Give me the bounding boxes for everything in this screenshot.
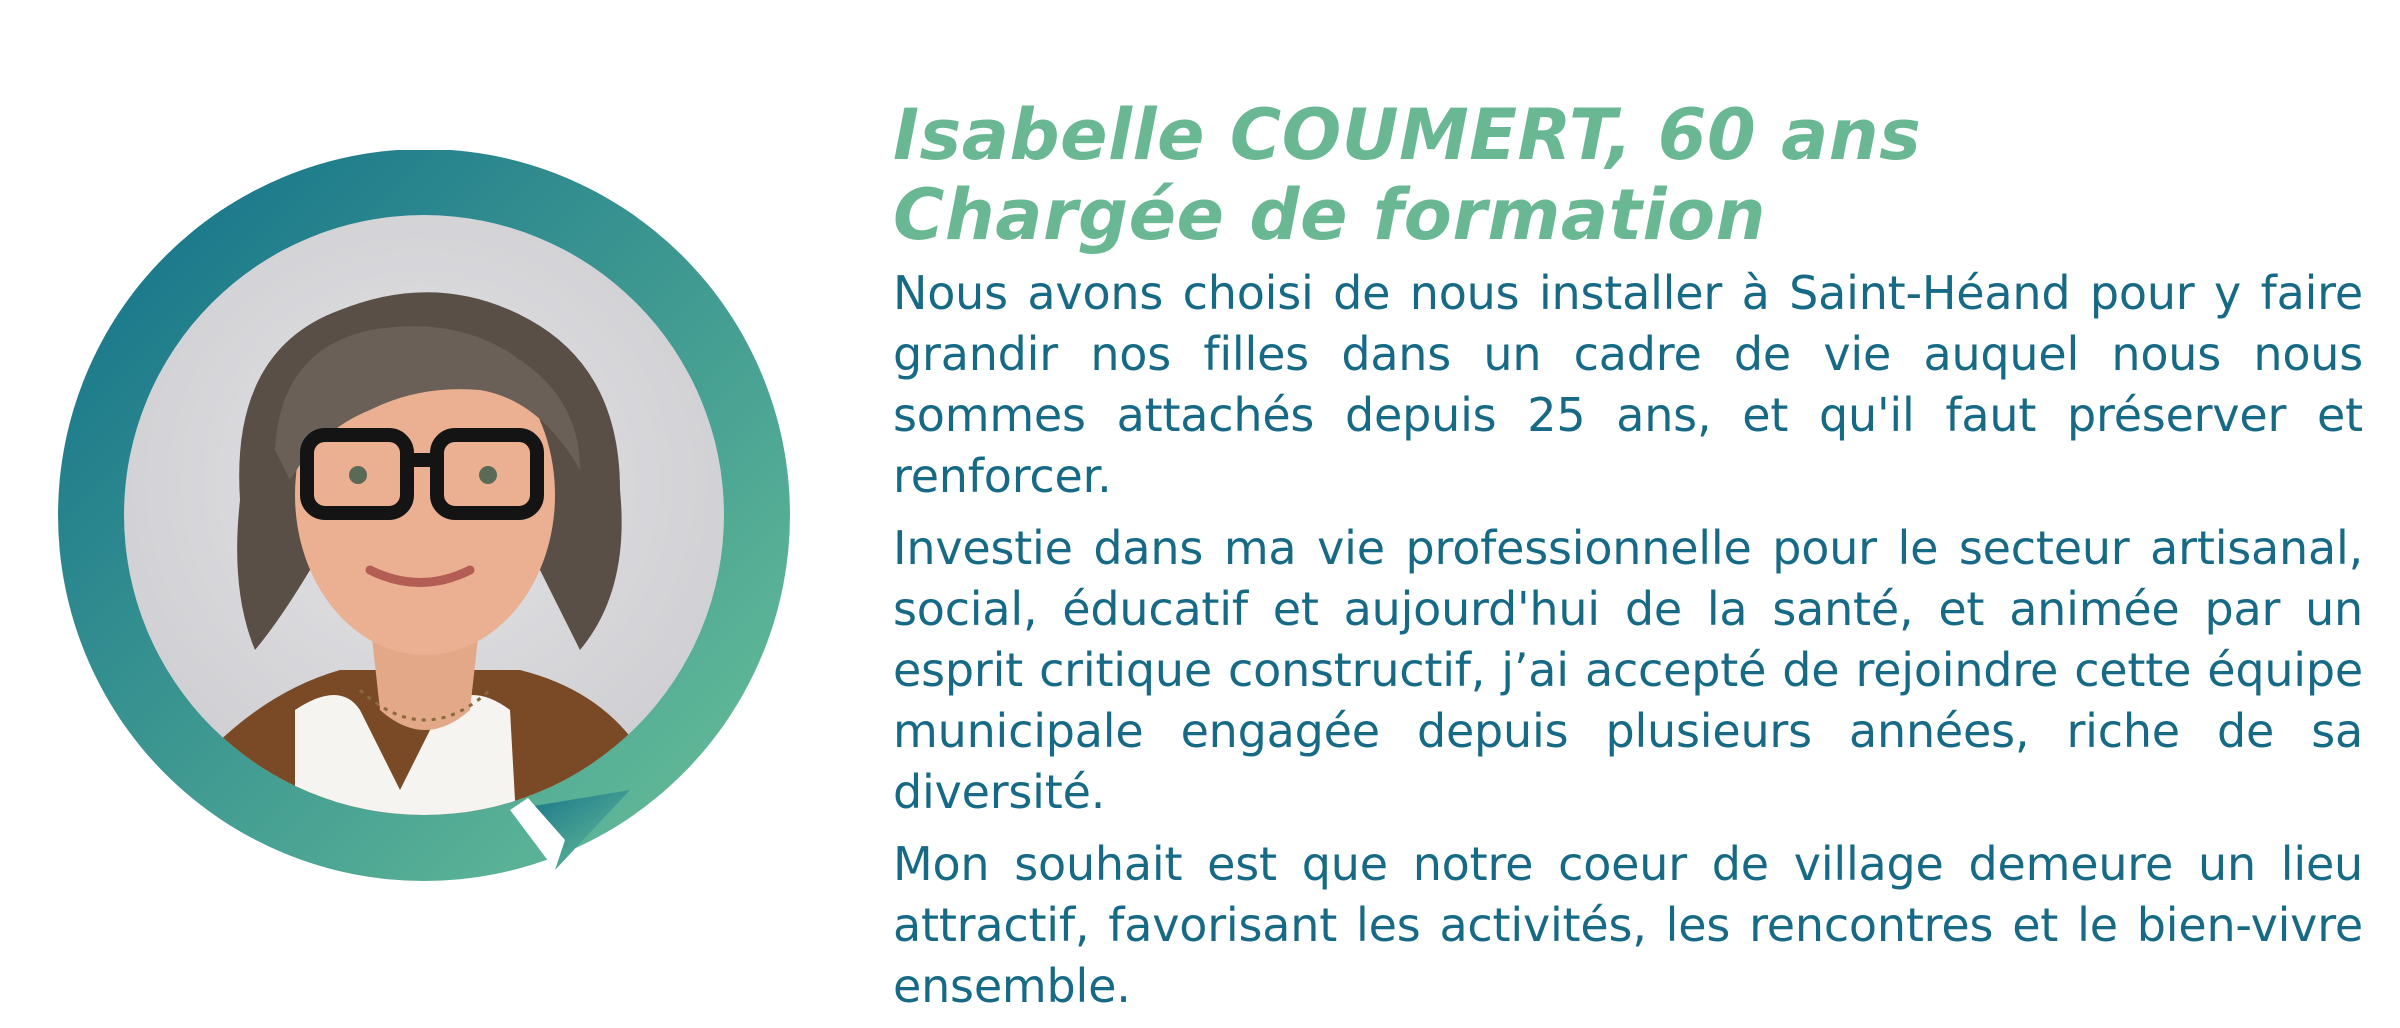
paragraph-2: Investie dans ma vie professionnelle pour le secteur artisanal, social, éducatif et aujourd'hui de la santé, et animée par un esprit critique constructif, j’ai accepté de rejoindre cette équipe municipale engagée depuis plusieurs années, riche de sa diversité. — [893, 521, 2363, 819]
portrait-photo — [40, 150, 800, 890]
portrait-frame — [40, 150, 800, 890]
paragraph-3: Mon souhait est que notre coeur de village demeure un lieu attractif, favorisant les activités, les rencontres et le bien-vivre ensemble. — [893, 837, 2363, 1013]
person-role: Chargée de formation — [893, 174, 1766, 256]
person-name-age: Isabelle COUMERT, 60 ans — [893, 94, 1922, 176]
profile-text — [893, 95, 2363, 1028]
paragraph-1: Nous avons choisi de nous installer à Saint-Héand pour y faire grandir nos filles dans un cadre de vie auquel nous nous sommes attachés depuis 25 ans, et qu'il faut préserver et renforcer. — [893, 266, 2363, 503]
